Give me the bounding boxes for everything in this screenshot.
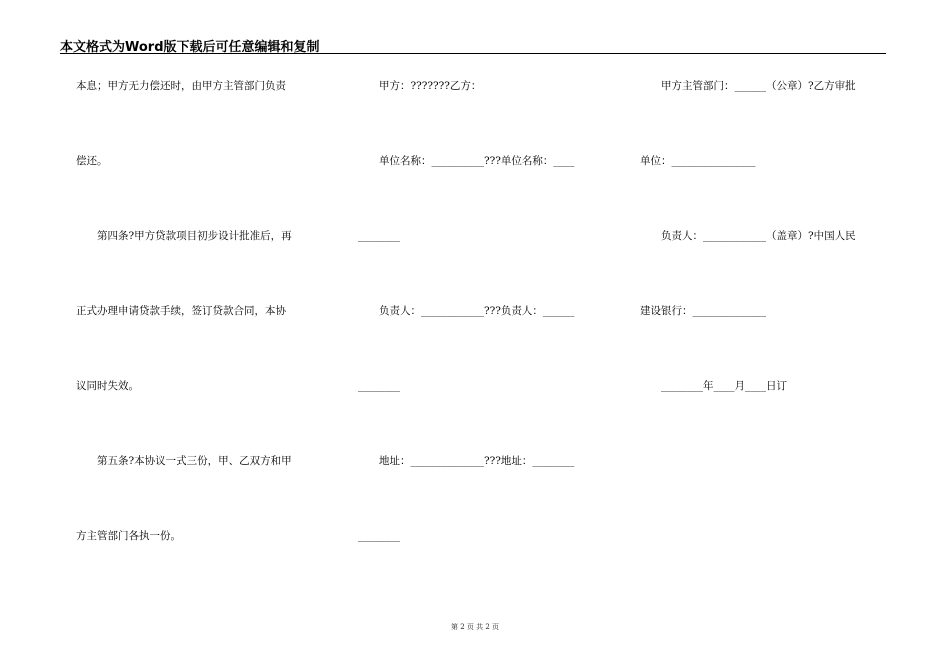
right-text-line: 甲方主管部门：______（公章）?乙方审批 <box>640 80 856 92</box>
left-text-line: 本息；甲方无力偿还时，由甲方主管部门负责 <box>76 80 286 92</box>
middle-text-line: 负责人：____________???负责人：______ <box>358 305 575 317</box>
middle-text-line: ________ <box>358 380 400 392</box>
left-text-line: 第四条?甲方贷款项目初步设计批准后，再 <box>76 230 292 242</box>
middle-text-line: ________ <box>358 230 400 242</box>
right-text-line: 单位：________________ <box>640 155 756 167</box>
left-text-line: 正式办理申请贷款手续，签订贷款合同，本协 <box>76 305 286 317</box>
left-text-line: 偿还。 <box>76 155 108 167</box>
middle-text-line: 甲方：???????乙方： <box>358 80 482 92</box>
right-text-line: 负责人：____________（盖章）?中国人民 <box>640 230 856 242</box>
page-header-title: 本文格式为Word版下载后可任意编辑和复制 <box>60 40 320 55</box>
right-text-line: 建设银行：______________ <box>640 305 766 317</box>
middle-text-line: 地址：______________???地址：________ <box>358 455 575 467</box>
left-text-line: 方主管部门各执一份。 <box>76 530 181 542</box>
page-number-footer: 第 2 页 共 2 页 <box>450 623 500 631</box>
left-text-line: 第五条?本协议一式三份，甲、乙双方和甲 <box>76 455 292 467</box>
left-text-line: 议同时失效。 <box>76 380 139 392</box>
middle-text-line: 单位名称：__________???单位名称：____ <box>358 155 575 167</box>
header-divider <box>60 53 886 54</box>
right-text-line: ________年____月____日订 <box>640 380 787 392</box>
middle-text-line: ________ <box>358 530 400 542</box>
